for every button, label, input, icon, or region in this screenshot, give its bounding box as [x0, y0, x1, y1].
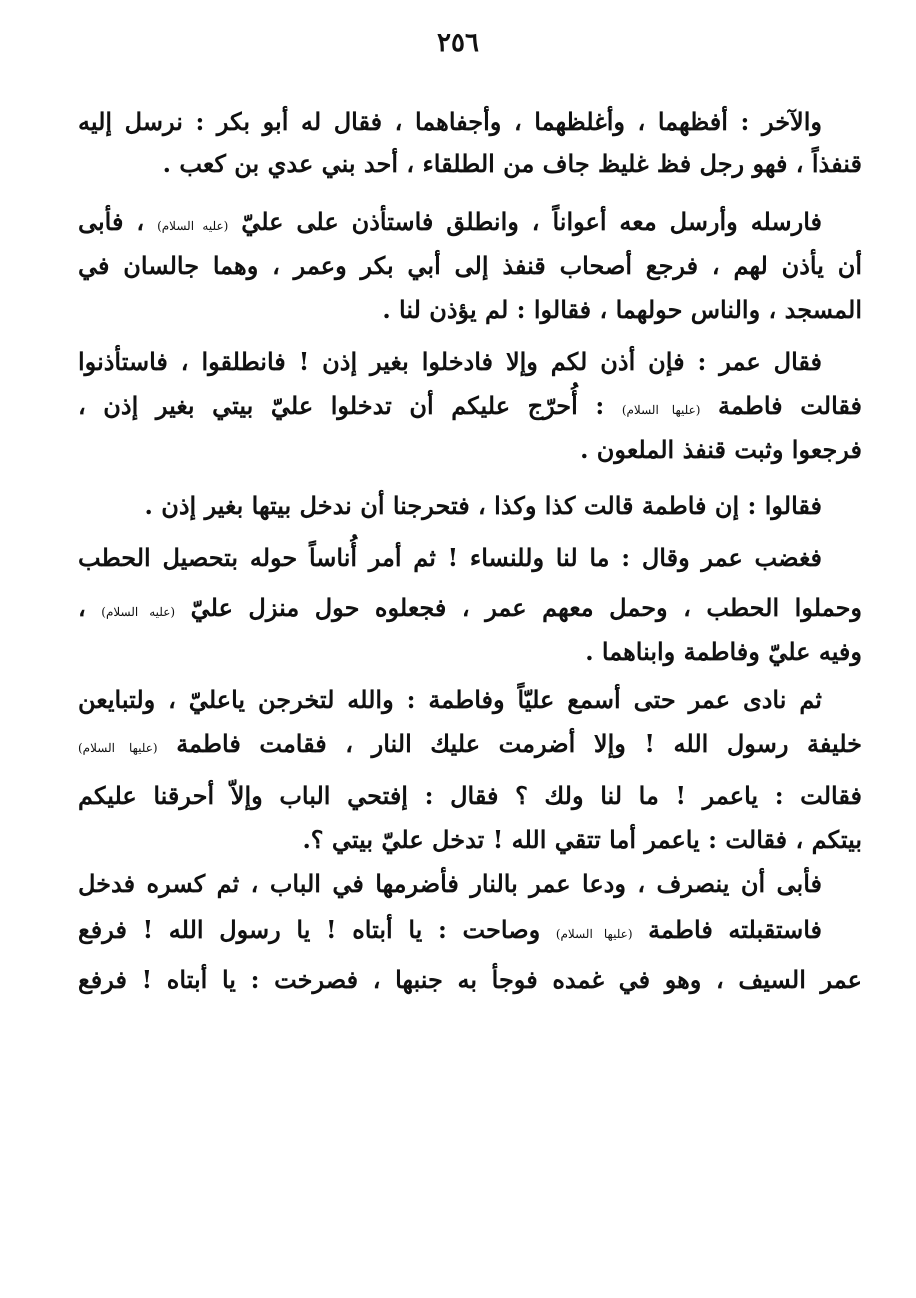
text-line — [78, 822, 862, 858]
honorific: (عليها السلام) — [78, 741, 158, 755]
text-segment: بيتكم ، فقالت : ياعمر أما تتقي الله ! تدخل عليّ بيتي ؟. — [302, 825, 862, 854]
text-segment: وصاحت : يا أبتاه ! يا رسول الله ! فرفع — [78, 915, 556, 944]
honorific: (عليها السلام) — [555, 927, 633, 941]
text-segment: وحملوا الحطب ، وحمل معهم عمر ، فجعلوه حول منزل عليّ — [175, 593, 862, 622]
text-line — [78, 912, 862, 952]
honorific: (عليها السلام) — [621, 403, 701, 417]
text-segment: فرجعوا وثبت قنفذ الملعون . — [580, 435, 862, 464]
text-segment: عمر السيف ، وهو في غمده فوجأ به جنبها ، فصرخت : يا أبتاه ! فرفع — [78, 965, 862, 994]
text-line — [78, 634, 862, 670]
text-segment: أن يأذن لهم ، فرجع أصحاب قنفذ إلى أبي بكر وعمر ، وهما جالسان في — [78, 251, 862, 280]
text-line — [78, 104, 862, 140]
text-segment: وفيه عليّ وفاطمة وابناهما . — [585, 637, 862, 666]
text-segment: خليفة رسول الله ! وإلا أضرمت عليك النار ، فقامت فاطمة — [157, 729, 863, 758]
honorific: (عليه السلام) — [157, 219, 229, 233]
text-line — [78, 778, 862, 814]
text-segment: فقالت : ياعمر ! ما لنا ولك ؟ فقال : إفتحي الباب وإلاّ أحرقنا عليكم — [78, 781, 862, 810]
text-line — [78, 146, 862, 182]
text-line — [78, 204, 862, 244]
text-line — [78, 388, 862, 428]
text-segment: فأبى أن ينصرف ، ودعا عمر بالنار فأضرمها في الباب ، ثم كسره فدخل — [78, 869, 822, 898]
text-segment: فقالت فاطمة — [700, 391, 863, 420]
text-segment: فارسله وأرسل معه أعواناً ، وانطلق فاستأذن على عليّ — [228, 207, 822, 236]
text-line — [78, 292, 862, 328]
text-segment: ثم نادى عمر حتى أسمع عليّاً وفاطمة : والله لتخرجن ياعليّ ، ولتبايعن — [78, 685, 822, 714]
text-line — [78, 726, 862, 766]
text-line — [78, 540, 862, 576]
text-line — [78, 488, 862, 524]
honorific: (عليه السلام) — [101, 605, 176, 619]
text-segment: فاستقبلته فاطمة — [632, 915, 823, 944]
text-segment: فقال عمر : فإن أذن لكم وإلا فادخلوا بغير إذن ! فانطلقوا ، فاستأذنوا — [78, 347, 822, 376]
text-segment: قنفذاً ، فهو رجل فظ غليظ جاف من الطلقاء ، أحد بني عدي بن كعب . — [162, 149, 862, 178]
text-segment: فغضب عمر وقال : ما لنا وللنساء ! ثم أمر أُناساً حوله بتحصيل الحطب — [78, 543, 822, 572]
text-segment: المسجد ، والناس حولهما ، فقالوا : لم يؤذن لنا . — [382, 295, 862, 324]
text-line — [78, 248, 862, 284]
text-line — [78, 590, 862, 630]
text-segment: فقالوا : إن فاطمة قالت كذا وكذا ، فتحرجنا أن ندخل بيتها بغير إذن . — [144, 491, 822, 520]
text-segment: ، — [78, 593, 102, 622]
text-segment: والآخر : أفظهما ، وأغلظهما ، وأجفاهما ، فقال له أبو بكر : نرسل إليه — [78, 107, 822, 136]
text-line — [78, 682, 862, 718]
text-line — [78, 866, 862, 902]
text-line — [78, 962, 862, 998]
text-segment: ، فأبى — [78, 207, 158, 236]
page-number: ٢٥٦ — [437, 28, 479, 58]
text-segment: : أُحرّج عليكم أن تدخلوا عليّ بيتي بغير إذن ، — [78, 391, 622, 420]
text-line — [78, 432, 862, 468]
text-line — [78, 344, 862, 380]
